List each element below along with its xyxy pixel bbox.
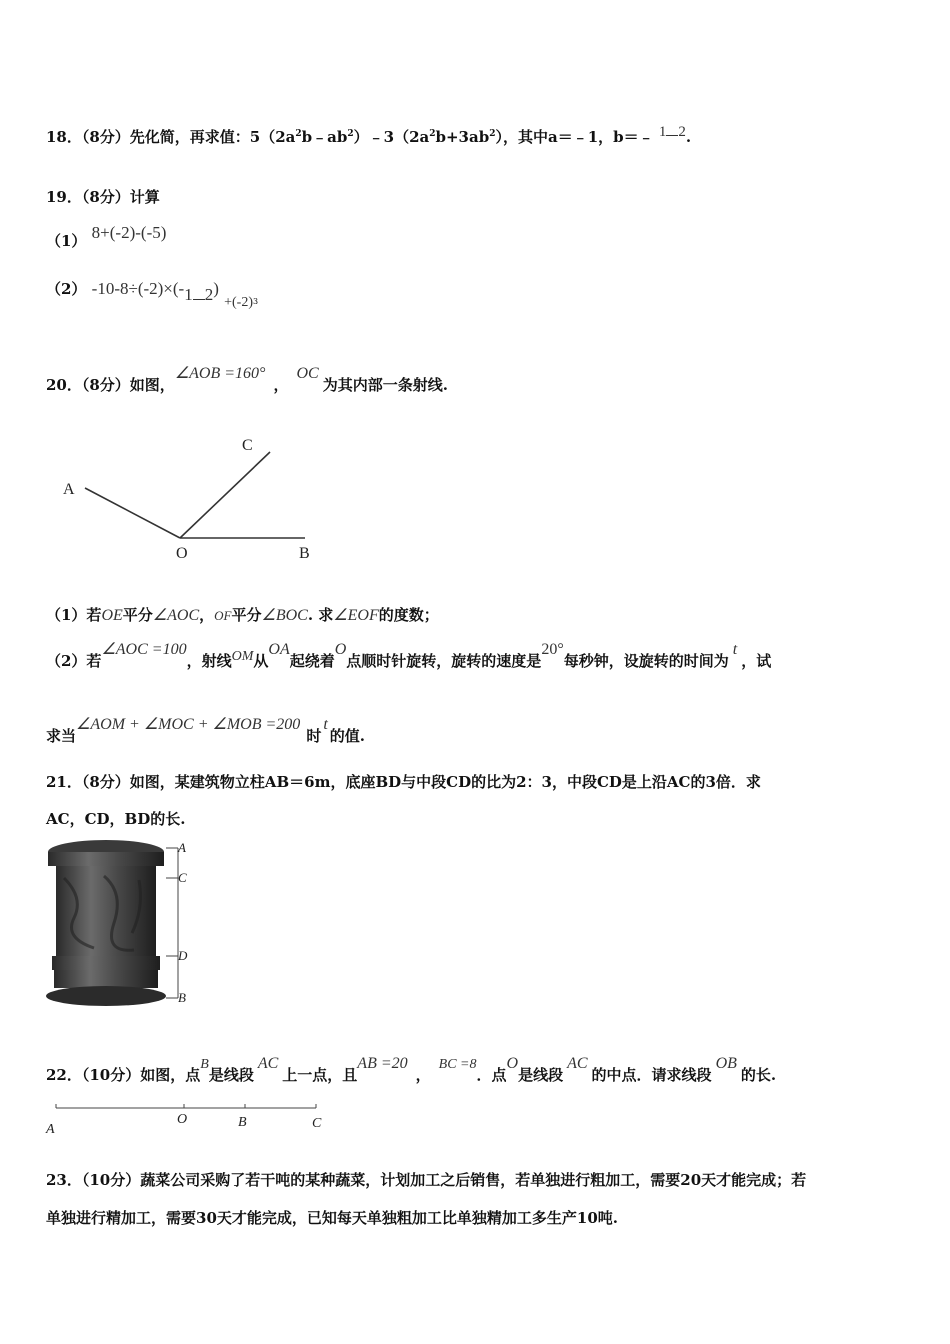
q20-p1-aoc: ∠AOC xyxy=(152,607,200,624)
q20-p1-e: . 求 xyxy=(307,606,334,624)
q22-text-b: 是线段 xyxy=(208,1066,254,1084)
q22-text-h: 的长. xyxy=(740,1066,777,1084)
q22-text-e: ．点 xyxy=(476,1066,507,1084)
q20-comma: ， xyxy=(273,376,289,394)
q19-frac-den: 2 xyxy=(204,285,214,304)
pillar-base-upper xyxy=(54,970,158,988)
q20-p2-b: ，射线 xyxy=(186,652,232,670)
q20-p2-d: 起绕着 xyxy=(289,652,335,670)
q19-p2-label: （2） xyxy=(46,280,87,298)
question-19-title: 19．（8分）计算 xyxy=(46,188,160,206)
q22-ac-1: AC xyxy=(257,1055,279,1072)
q18-text-d: b+3ab xyxy=(435,128,490,146)
q18-text-a: 18．（8分）先化简，再求值：5（2a xyxy=(46,128,296,146)
q19-p2-exponent: 3 xyxy=(253,297,259,306)
q20-p2-om: OM xyxy=(231,649,254,664)
q22-text-c: 上一点，且 xyxy=(282,1066,358,1084)
q18-frac-num: 1 xyxy=(658,124,667,140)
q20-p2-a: （2）若 xyxy=(46,652,102,670)
question-23-line-2: 单独进行精加工，需要30天才能完成，已知每天单独粗加工比单独精加工多生产10吨. xyxy=(46,1209,618,1227)
q22-text-a: 22．（10分）如图，点 xyxy=(46,1066,201,1084)
q20-p2-e: 点顺时针旋转，旋转的速度是 xyxy=(346,652,542,670)
q19-frac-bar xyxy=(193,299,205,300)
q20-p3-a: 求当 xyxy=(46,727,77,745)
q18-sup-3: 2 xyxy=(429,129,436,139)
q18-fraction xyxy=(659,123,686,141)
ray-oa xyxy=(85,488,180,538)
q20-part-1 xyxy=(46,604,439,625)
pillar-cap xyxy=(48,852,164,866)
q20-p2-c: 从 xyxy=(253,652,269,670)
q22-ob: OB xyxy=(715,1055,737,1072)
pillar-label-d: D xyxy=(178,948,188,963)
pillar-base xyxy=(46,986,166,1006)
q20-part-2-cont xyxy=(46,716,366,746)
q22-segment-figure xyxy=(50,1100,330,1120)
q22-text-f: 是线段 xyxy=(518,1066,564,1084)
question-22 xyxy=(46,1055,777,1085)
question-21-line-2: AC，CD，BD的长. xyxy=(46,810,186,828)
pillar-label-c: C xyxy=(178,870,187,885)
question-21-line-1: 21．（8分）如图，某建筑物立柱AB＝6m，底座BD与中段CD的比为2：3，中段CD是上沿AC的3倍．求 xyxy=(46,773,761,791)
q20-p1-c: ， xyxy=(199,606,215,624)
q19-p1-expr: 8+(-2)-(-5) xyxy=(91,223,167,242)
q20-p2-aoc: ∠AOC =100 xyxy=(101,641,187,658)
q18-sup-2: 2 xyxy=(347,129,354,139)
q20-p2-f: 每秒钟，设旋转的时间为 xyxy=(563,652,729,670)
q20-p2-g: ，试 xyxy=(741,652,772,670)
q20-p1-boc: ∠BOC xyxy=(261,607,308,624)
q19-p2-expr-b: ) xyxy=(213,279,219,298)
q20-p2-oa: OA xyxy=(268,641,290,658)
q20-part-2 xyxy=(46,641,772,671)
question-18 xyxy=(46,126,691,147)
q20-p1-oe: OE xyxy=(101,607,123,624)
question-23-line-1: 23．（10分）蔬菜公司采购了若干吨的某种蔬菜，计划加工之后销售，若单独进行粗加工，需要20天才能完成；若 xyxy=(46,1171,807,1189)
q20-text-a: 20．（8分）如图， xyxy=(46,376,175,394)
label-a: A xyxy=(63,481,75,498)
q20-p3-t: t xyxy=(323,716,328,733)
q20-p3-expr: ∠AOM + ∠MOC + ∠MOB =200 xyxy=(76,716,301,733)
q21-pillar-figure xyxy=(44,838,204,1013)
q20-p2-t: t xyxy=(732,641,738,658)
q20-p3-c: 的值. xyxy=(329,727,366,745)
segment-label-a: A xyxy=(46,1122,55,1137)
label-o: O xyxy=(176,545,188,562)
q20-p3-b: 时 xyxy=(306,727,322,745)
pillar-label-b: B xyxy=(178,990,186,1005)
q18-frac-bar xyxy=(666,135,678,136)
label-b: B xyxy=(299,545,310,562)
q22-text-d: ， xyxy=(415,1066,431,1084)
q19-frac-num: 1 xyxy=(184,285,193,304)
q20-text-b: 为其内部一条射线. xyxy=(322,376,448,394)
q18-sup-4: 2 xyxy=(489,129,496,139)
q20-p1-d: 平分 xyxy=(231,606,262,624)
q18-text-e: ），其中a＝﹣1，b＝﹣ xyxy=(495,128,654,146)
q20-p1-f: 的度数； xyxy=(378,606,439,624)
q20-p1-of: OF xyxy=(214,608,232,623)
q18-end: . xyxy=(685,128,692,146)
question-20 xyxy=(46,365,448,395)
q22-ac-2: AC xyxy=(567,1055,588,1072)
q20-ray-oc: OC xyxy=(296,365,319,382)
q20-p1-eof: ∠EOF xyxy=(333,607,379,624)
q18-text-b: b﹣ab xyxy=(301,128,348,146)
q19-p2-expr-a: -10-8÷(-2)×(- xyxy=(91,279,185,298)
q19-p2-expr-c: +(-2) xyxy=(224,295,254,310)
q20-p2-o: O xyxy=(334,641,347,658)
q22-bc: BC =8 xyxy=(438,1057,477,1072)
pillar-label-a: A xyxy=(178,840,186,855)
q22-point-b: B xyxy=(200,1057,209,1072)
q20-p2-speed: 20° xyxy=(541,641,564,658)
q22-ab: AB =20 xyxy=(357,1055,408,1072)
label-c: C xyxy=(242,437,253,454)
q19-p2-fraction xyxy=(184,286,213,304)
pillar-ring xyxy=(52,956,160,970)
q19-p1-label: （1） xyxy=(46,232,87,250)
q18-frac-den: 2 xyxy=(678,124,686,140)
q18-sup-1: 2 xyxy=(295,129,302,139)
q18-text-c: ）﹣3（2a xyxy=(353,128,430,146)
ray-oc xyxy=(180,452,270,538)
segment-label-o: O xyxy=(177,1112,188,1127)
q20-angle-figure xyxy=(55,430,335,570)
q20-angle-aob: ∠AOB =160° xyxy=(174,365,266,382)
q22-text-g: 的中点．请求线段 xyxy=(591,1066,712,1084)
segment-label-c: C xyxy=(312,1116,322,1131)
q20-p1-a: （1）若 xyxy=(46,606,102,624)
q22-point-o: O xyxy=(506,1055,519,1072)
q20-p1-b: 平分 xyxy=(122,606,153,624)
question-19-part-2 xyxy=(46,279,259,310)
question-19-part-1 xyxy=(46,222,167,250)
segment-label-b: B xyxy=(238,1115,247,1130)
